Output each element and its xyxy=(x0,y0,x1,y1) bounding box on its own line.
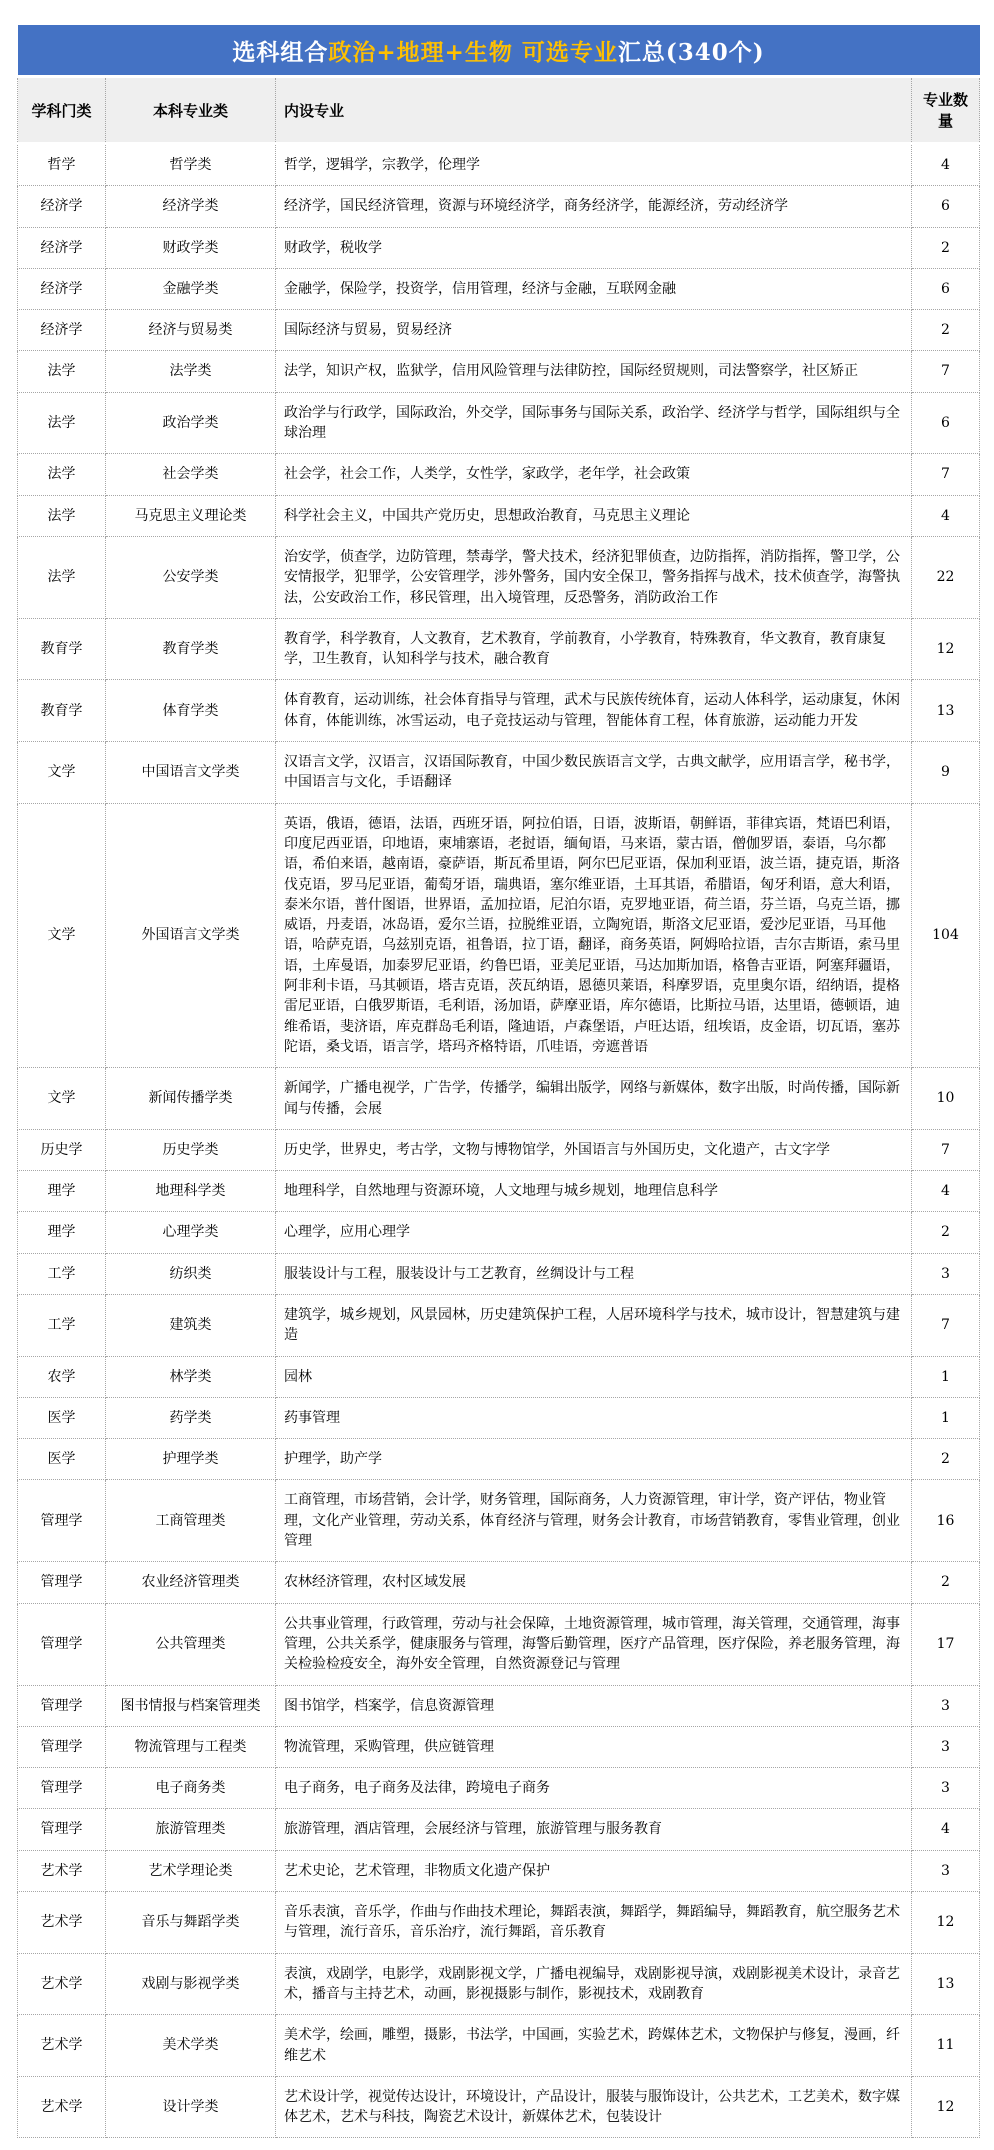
cell-count: 13 xyxy=(912,680,980,742)
cell-count: 12 xyxy=(912,618,980,680)
table-row xyxy=(18,618,980,680)
cell-category: 法学 xyxy=(18,495,106,536)
table-row xyxy=(18,1726,980,1767)
cell-count: 4 xyxy=(912,144,980,186)
table-row xyxy=(18,1892,980,1954)
cell-majors: 教育学，科学教育，人文教育，艺术教育，学前教育，小学教育，特殊教育，华文教育，教育康复学，卫生教育，认知科学与技术，融合教育 xyxy=(276,618,912,680)
cell-count: 4 xyxy=(912,1171,980,1212)
table-row xyxy=(18,2076,980,2138)
cell-majors: 药事管理 xyxy=(276,1397,912,1438)
cell-major-class: 音乐与舞蹈学类 xyxy=(106,1892,276,1954)
cell-major-class: 社会学类 xyxy=(106,454,276,495)
cell-majors: 服装设计与工程，服装设计与工艺教育，丝绸设计与工程 xyxy=(276,1253,912,1294)
cell-count: 3 xyxy=(912,1253,980,1294)
cell-category: 法学 xyxy=(18,536,106,618)
cell-majors: 物流管理，采购管理，供应链管理 xyxy=(276,1726,912,1767)
cell-major-class: 政治学类 xyxy=(106,392,276,454)
cell-major-class: 心理学类 xyxy=(106,1212,276,1253)
cell-major-class: 经济学类 xyxy=(106,186,276,227)
cell-category: 管理学 xyxy=(18,1726,106,1767)
table-row xyxy=(18,1439,980,1480)
cell-majors: 哲学，逻辑学，宗教学，伦理学 xyxy=(276,144,912,186)
cell-count: 7 xyxy=(912,1294,980,1356)
cell-category: 文学 xyxy=(18,742,106,804)
cell-majors: 美术学，绘画，雕塑，摄影，书法学，中国画，实验艺术，跨媒体艺术，文物保护与修复，漫画，纤维艺术 xyxy=(276,2015,912,2077)
column-header-majors: 内设专业 xyxy=(276,77,912,144)
cell-category: 艺术学 xyxy=(18,2015,106,2077)
cell-major-class: 经济与贸易类 xyxy=(106,310,276,351)
cell-category: 艺术学 xyxy=(18,1892,106,1954)
cell-major-class: 财政学类 xyxy=(106,227,276,268)
cell-category: 医学 xyxy=(18,1397,106,1438)
cell-major-class: 护理学类 xyxy=(106,1439,276,1480)
cell-major-class: 历史学类 xyxy=(106,1129,276,1170)
cell-count: 9 xyxy=(912,742,980,804)
cell-majors: 园林 xyxy=(276,1356,912,1397)
cell-major-class: 法学类 xyxy=(106,351,276,392)
table-row xyxy=(18,454,980,495)
cell-major-class: 工商管理类 xyxy=(106,1480,276,1562)
cell-majors: 汉语言文学，汉语言，汉语国际教育，中国少数民族语言文学，古典文献学，应用语言学，秘书学，中国语言与文化，手语翻译 xyxy=(276,742,912,804)
cell-count: 3 xyxy=(912,1850,980,1891)
table-row xyxy=(18,1953,980,2015)
cell-major-class: 美术学类 xyxy=(106,2015,276,2077)
table-row xyxy=(18,803,980,1068)
cell-majors: 旅游管理，酒店管理，会展经济与管理，旅游管理与服务教育 xyxy=(276,1809,912,1850)
cell-majors: 公共事业管理，行政管理，劳动与社会保障，土地资源管理，城市管理，海关管理，交通管理，海事管理，公共关系学，健康服务与管理，海警后勤管理，医疗产品管理，医疗保险，养老服务管理，海关检验检疫安全，海外安全管理，自然资源登记与管理 xyxy=(276,1603,912,1685)
cell-majors: 体育教育，运动训练，社会体育指导与管理，武术与民族传统体育，运动人体科学，运动康复，休闲体育，体能训练，冰雪运动，电子竞技运动与管理，智能体育工程，体育旅游，运动能力开发 xyxy=(276,680,912,742)
cell-majors: 艺术设计学，视觉传达设计，环境设计，产品设计，服装与服饰设计，公共艺术，工艺美术，数字媒体艺术，艺术与科技，陶瓷艺术设计，新媒体艺术，包装设计 xyxy=(276,2076,912,2138)
page-title xyxy=(18,25,980,77)
cell-category: 文学 xyxy=(18,803,106,1068)
cell-majors: 农林经济管理，农村区域发展 xyxy=(276,1562,912,1603)
cell-count: 104 xyxy=(912,803,980,1068)
cell-category: 农学 xyxy=(18,1356,106,1397)
cell-major-class: 哲学类 xyxy=(106,144,276,186)
cell-count: 1 xyxy=(912,1356,980,1397)
table-row xyxy=(18,392,980,454)
table-row xyxy=(18,680,980,742)
cell-major-class: 药学类 xyxy=(106,1397,276,1438)
cell-category: 经济学 xyxy=(18,268,106,309)
cell-major-class: 体育学类 xyxy=(106,680,276,742)
cell-majors: 新闻学，广播电视学，广告学，传播学，编辑出版学，网络与新媒体，数字出版，时尚传播，国际新闻与传播，会展 xyxy=(276,1068,912,1130)
cell-majors: 金融学，保险学，投资学，信用管理，经济与金融，互联网金融 xyxy=(276,268,912,309)
cell-count: 7 xyxy=(912,351,980,392)
cell-count: 3 xyxy=(912,1768,980,1809)
cell-category: 哲学 xyxy=(18,144,106,186)
cell-majors: 经济学，国民经济管理，资源与环境经济学，商务经济学，能源经济，劳动经济学 xyxy=(276,186,912,227)
cell-category: 艺术学 xyxy=(18,1953,106,2015)
cell-category: 法学 xyxy=(18,454,106,495)
cell-category: 经济学 xyxy=(18,310,106,351)
cell-count: 3 xyxy=(912,1726,980,1767)
cell-category: 法学 xyxy=(18,392,106,454)
cell-count: 2 xyxy=(912,227,980,268)
table-row xyxy=(18,2015,980,2077)
table-row xyxy=(18,1129,980,1170)
cell-category: 管理学 xyxy=(18,1809,106,1850)
cell-majors: 建筑学，城乡规划，风景园林，历史建筑保护工程，人居环境科学与技术，城市设计，智慧建筑与建造 xyxy=(276,1294,912,1356)
cell-majors: 国际经济与贸易，贸易经济 xyxy=(276,310,912,351)
cell-count: 7 xyxy=(912,454,980,495)
cell-count: 10 xyxy=(912,1068,980,1130)
title-segment: 汇总(340个) xyxy=(617,38,765,66)
cell-category: 理学 xyxy=(18,1171,106,1212)
table-row xyxy=(18,1850,980,1891)
cell-count: 17 xyxy=(912,1603,980,1685)
cell-majors: 音乐表演，音乐学，作曲与作曲技术理论，舞蹈表演，舞蹈学，舞蹈编导，舞蹈教育，航空服务艺术与管理，流行音乐，音乐治疗，流行舞蹈，音乐教育 xyxy=(276,1892,912,1954)
cell-count: 2 xyxy=(912,1562,980,1603)
cell-major-class: 地理科学类 xyxy=(106,1171,276,1212)
table-row xyxy=(18,495,980,536)
cell-majors: 表演，戏剧学，电影学，戏剧影视文学，广播电视编导，戏剧影视导演，戏剧影视美术设计，录音艺术，播音与主持艺术，动画，影视摄影与制作，影视技术，戏剧教育 xyxy=(276,1953,912,2015)
table-row xyxy=(18,1068,980,1130)
cell-majors: 图书馆学，档案学，信息资源管理 xyxy=(276,1685,912,1726)
table-body xyxy=(18,144,980,2138)
cell-majors: 电子商务，电子商务及法律，跨境电子商务 xyxy=(276,1768,912,1809)
cell-majors: 英语，俄语，德语，法语，西班牙语，阿拉伯语，日语，波斯语，朝鲜语，菲律宾语，梵语巴利语，印度尼西亚语，印地语，柬埔寨语，老挝语，缅甸语，马来语，蒙古语，僧伽罗语，泰语，乌尔都语，希伯来语，越南语，豪萨语，斯瓦希里语，阿尔巴尼亚语，保加利亚语，波兰语，捷克语，斯洛伐克语，罗马尼亚语，葡萄牙语，瑞典语，塞尔维亚语，土耳其语，希腊语，匈牙利语，意大利语，泰米尔语，普什图语，世界语，孟加拉语，尼泊尔语，克罗地亚语，荷兰语，芬兰语，乌克兰语，挪威语，丹麦语，冰岛语，爱尔兰语，拉脱维亚语，立陶宛语，斯洛文尼亚语，爱沙尼亚语，马耳他语，哈萨克语，乌兹别克语，祖鲁语，拉丁语，翻译，商务英语，阿姆哈拉语，吉尔吉斯语，索马里语，土库曼语，加泰罗尼亚语，约鲁巴语，亚美尼亚语，马达加斯加语，格鲁吉亚语，阿塞拜疆语，阿非利卡语，马其顿语，塔吉克语，茨瓦纳语，恩德贝莱语，科摩罗语，克里奥尔语，绍纳语，提格雷尼亚语，白俄罗斯语，毛利语，汤加语，萨摩亚语，库尔德语，比斯拉马语，达里语，德顿语，迪维希语，斐济语，库克群岛毛利语，隆迪语，卢森堡语，卢旺达语，纽埃语，皮金语，切瓦语，塞苏陀语，桑戈语，语言学，塔玛齐格特语，爪哇语，旁遮普语 xyxy=(276,803,912,1068)
cell-category: 经济学 xyxy=(18,186,106,227)
table-row xyxy=(18,186,980,227)
cell-category: 文学 xyxy=(18,1068,106,1130)
cell-major-class: 旅游管理类 xyxy=(106,1809,276,1850)
table-row xyxy=(18,1356,980,1397)
cell-count: 3 xyxy=(912,1685,980,1726)
cell-count: 11 xyxy=(912,2015,980,2077)
cell-major-class: 物流管理与工程类 xyxy=(106,1726,276,1767)
column-header-major-class: 本科专业类 xyxy=(106,77,276,144)
cell-category: 法学 xyxy=(18,351,106,392)
cell-majors: 治安学，侦查学，边防管理，禁毒学，警犬技术，经济犯罪侦查，边防指挥，消防指挥，警卫学，公安情报学，犯罪学，公安管理学，涉外警务，国内安全保卫，警务指挥与战术，技术侦查学，海警执法，公安政治工作，移民管理，出入境管理，反恐警务，消防政治工作 xyxy=(276,536,912,618)
cell-majors: 财政学，税收学 xyxy=(276,227,912,268)
cell-major-class: 电子商务类 xyxy=(106,1768,276,1809)
table-row xyxy=(18,1294,980,1356)
cell-count: 6 xyxy=(912,186,980,227)
cell-majors: 法学，知识产权，监狱学，信用风险管理与法律防控，国际经贸规则，司法警察学，社区矫正 xyxy=(276,351,912,392)
majors-table xyxy=(17,25,980,2138)
cell-major-class: 图书情报与档案管理类 xyxy=(106,1685,276,1726)
cell-major-class: 建筑类 xyxy=(106,1294,276,1356)
cell-majors: 艺术史论，艺术管理，非物质文化遗产保护 xyxy=(276,1850,912,1891)
cell-majors: 心理学，应用心理学 xyxy=(276,1212,912,1253)
title-segment: 政治+地理+生物 可选专业 xyxy=(328,38,618,66)
table-row xyxy=(18,1253,980,1294)
cell-count: 2 xyxy=(912,1439,980,1480)
cell-major-class: 纺织类 xyxy=(106,1253,276,1294)
cell-category: 经济学 xyxy=(18,227,106,268)
cell-category: 管理学 xyxy=(18,1685,106,1726)
cell-major-class: 公安学类 xyxy=(106,536,276,618)
cell-majors: 社会学，社会工作，人类学，女性学，家政学，老年学，社会政策 xyxy=(276,454,912,495)
cell-count: 6 xyxy=(912,268,980,309)
cell-major-class: 公共管理类 xyxy=(106,1603,276,1685)
table-row xyxy=(18,742,980,804)
table-row xyxy=(18,1212,980,1253)
cell-majors: 历史学，世界史，考古学，文物与博物馆学，外国语言与外国历史，文化遗产，古文字学 xyxy=(276,1129,912,1170)
cell-category: 管理学 xyxy=(18,1480,106,1562)
cell-category: 理学 xyxy=(18,1212,106,1253)
cell-major-class: 林学类 xyxy=(106,1356,276,1397)
cell-category: 教育学 xyxy=(18,618,106,680)
table-row xyxy=(18,310,980,351)
cell-count: 12 xyxy=(912,1892,980,1954)
cell-major-class: 艺术学理论类 xyxy=(106,1850,276,1891)
cell-category: 历史学 xyxy=(18,1129,106,1170)
cell-category: 管理学 xyxy=(18,1603,106,1685)
table-row xyxy=(18,1809,980,1850)
cell-category: 艺术学 xyxy=(18,2076,106,2138)
cell-category: 管理学 xyxy=(18,1768,106,1809)
cell-major-class: 戏剧与影视学类 xyxy=(106,1953,276,2015)
table-row xyxy=(18,268,980,309)
cell-major-class: 教育学类 xyxy=(106,618,276,680)
title-segment: 选科组合 xyxy=(232,38,329,66)
cell-major-class: 农业经济管理类 xyxy=(106,1562,276,1603)
cell-count: 4 xyxy=(912,1809,980,1850)
cell-major-class: 外国语言文学类 xyxy=(106,803,276,1068)
cell-count: 16 xyxy=(912,1480,980,1562)
cell-majors: 科学社会主义，中国共产党历史，思想政治教育，马克思主义理论 xyxy=(276,495,912,536)
cell-category: 工学 xyxy=(18,1294,106,1356)
cell-count: 6 xyxy=(912,392,980,454)
cell-category: 艺术学 xyxy=(18,1850,106,1891)
table-row xyxy=(18,1480,980,1562)
cell-count: 22 xyxy=(912,536,980,618)
cell-major-class: 设计学类 xyxy=(106,2076,276,2138)
cell-major-class: 中国语言文学类 xyxy=(106,742,276,804)
column-header-count: 专业数量 xyxy=(912,77,980,144)
cell-majors: 地理科学，自然地理与资源环境，人文地理与城乡规划，地理信息科学 xyxy=(276,1171,912,1212)
table-row xyxy=(18,536,980,618)
table-row xyxy=(18,1603,980,1685)
cell-count: 13 xyxy=(912,1953,980,2015)
cell-category: 教育学 xyxy=(18,680,106,742)
table-row xyxy=(18,351,980,392)
table-row xyxy=(18,1562,980,1603)
cell-major-class: 新闻传播学类 xyxy=(106,1068,276,1130)
table-row xyxy=(18,1768,980,1809)
cell-category: 医学 xyxy=(18,1439,106,1480)
title-row xyxy=(18,25,980,77)
cell-count: 2 xyxy=(912,1212,980,1253)
column-header-row xyxy=(18,77,980,144)
cell-count: 2 xyxy=(912,310,980,351)
cell-major-class: 马克思主义理论类 xyxy=(106,495,276,536)
cell-count: 12 xyxy=(912,2076,980,2138)
column-header-category: 学科门类 xyxy=(18,77,106,144)
table-row xyxy=(18,227,980,268)
cell-majors: 政治学与行政学，国际政治，外交学，国际事务与国际关系，政治学、经济学与哲学，国际组织与全球治理 xyxy=(276,392,912,454)
cell-category: 工学 xyxy=(18,1253,106,1294)
table-row xyxy=(18,144,980,186)
cell-majors: 工商管理，市场营销，会计学，财务管理，国际商务，人力资源管理，审计学，资产评估，物业管理，文化产业管理，劳动关系，体育经济与管理，财务会计教育，市场营销教育，零售业管理，创业管理 xyxy=(276,1480,912,1562)
cell-count: 7 xyxy=(912,1129,980,1170)
table-row xyxy=(18,1397,980,1438)
cell-majors: 护理学，助产学 xyxy=(276,1439,912,1480)
table-row xyxy=(18,1171,980,1212)
cell-count: 1 xyxy=(912,1397,980,1438)
cell-category: 管理学 xyxy=(18,1562,106,1603)
cell-major-class: 金融学类 xyxy=(106,268,276,309)
table-row xyxy=(18,1685,980,1726)
cell-count: 4 xyxy=(912,495,980,536)
